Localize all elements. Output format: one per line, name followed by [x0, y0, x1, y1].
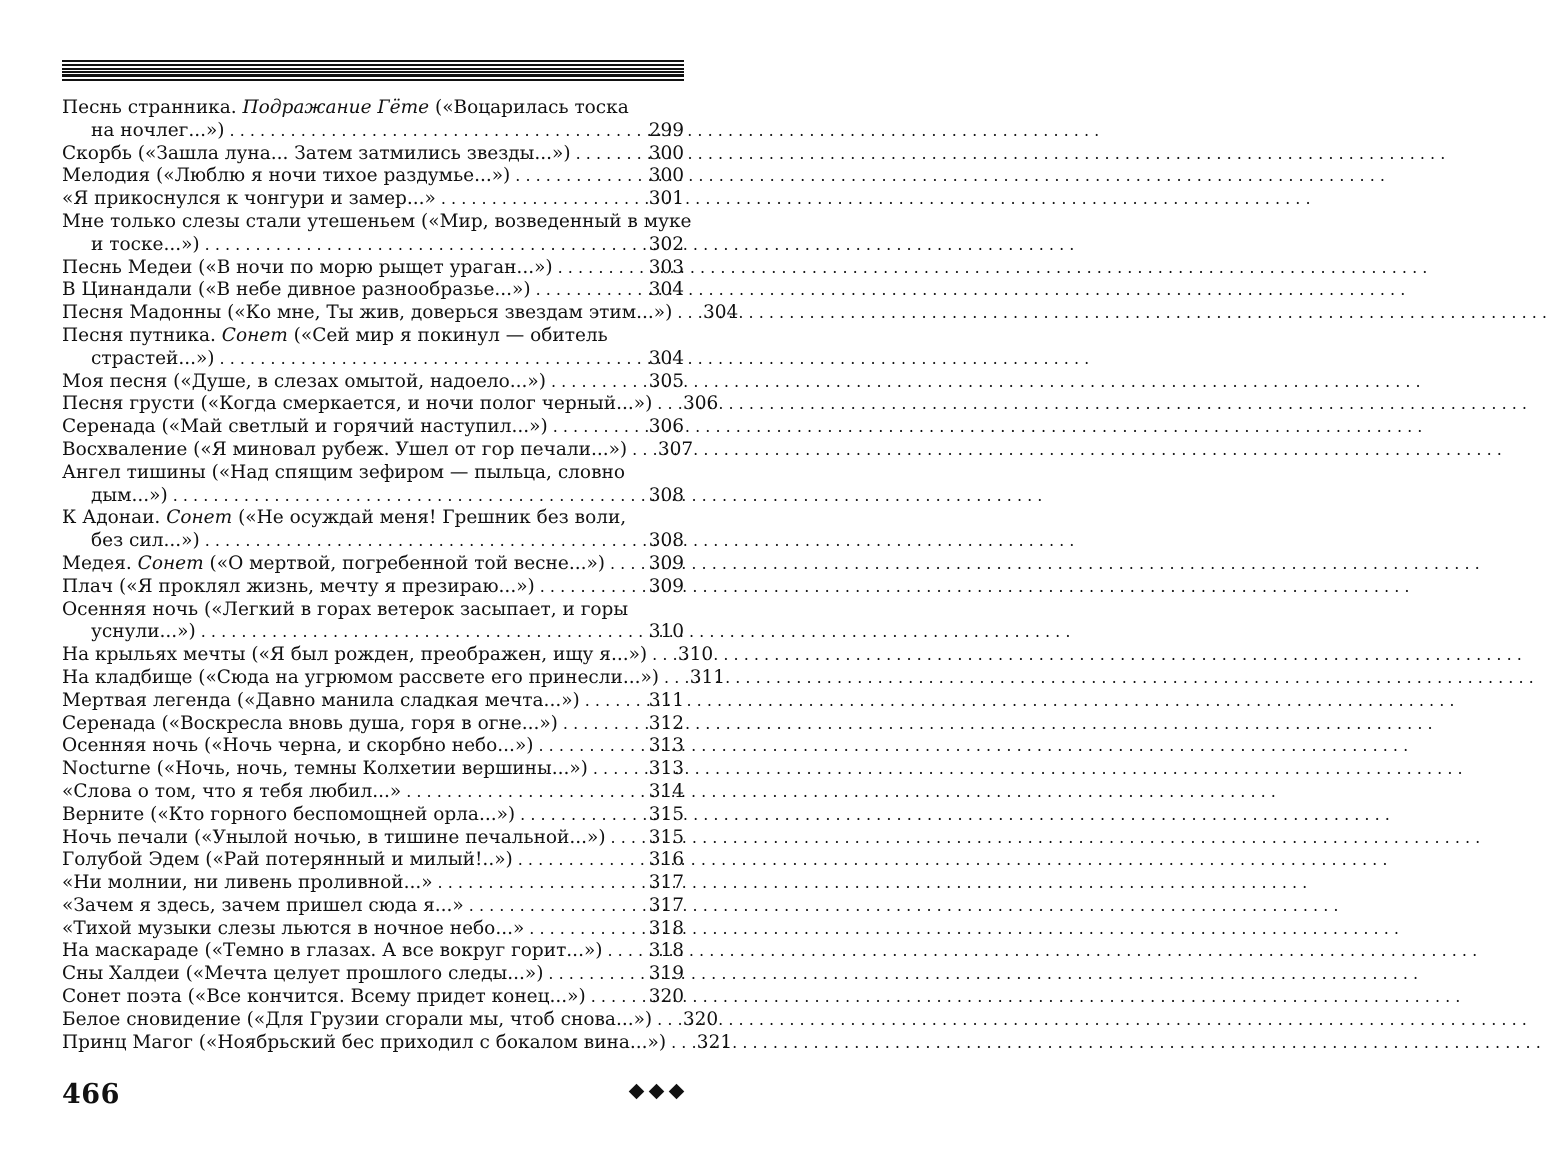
entry-page-number: 321: [696, 1031, 733, 1053]
dot-leader: [659, 667, 685, 690]
entry-page-number: 304: [648, 347, 684, 369]
entry-title: Песнь странника.: [62, 97, 243, 118]
entry-title-continuation: страстей...»): [91, 347, 215, 369]
entry-title: К Адонаи.: [62, 507, 167, 529]
entry-page-number: 308: [648, 484, 684, 506]
entry-title: Песня Мадонны («Ко мне, Ты жив, доверься звездам этим...»): [62, 302, 673, 324]
entry-title: Верните («Кто горного беспомощней орла...»): [62, 803, 516, 825]
toc-entry: [62, 1031, 733, 1055]
toc-entry: [62, 416, 684, 439]
entry-title: На крыльях мечты («Я был рожден, преображен, ищу я...»): [62, 644, 648, 666]
entry-page-number: 306: [682, 393, 719, 415]
entry-title: Сны Халдеи («Мечта целует прошлого следы...»): [62, 963, 544, 985]
entry-title-rest: («Сей мир я покинул — обитель: [287, 324, 608, 346]
entry-genre: Сонет: [221, 324, 288, 346]
entry-title: Голубой Эдем («Рай потерянный и милый!..»): [62, 849, 513, 871]
entry-genre: Подражание Гёте: [242, 97, 430, 118]
entry-title: Ночь печали («Унылой ночью, в тишине печальной...»): [62, 826, 606, 848]
entry-page-number: 313: [648, 758, 684, 780]
dot-leader: [605, 553, 644, 576]
entry-genre: Сонет: [137, 552, 204, 574]
entry-title: «Я прикоснулся к чонгури и замер...»: [62, 188, 436, 210]
dot-leader: [672, 302, 698, 325]
entry-page-number: 301: [648, 188, 684, 210]
entry-title: Принц Магог («Ноябрьский бес приходил с бокалом вина...»): [62, 1031, 667, 1053]
toc-entry: [62, 302, 739, 325]
entry-page-number: 305: [648, 370, 684, 392]
entry-genre: Сонет: [166, 507, 233, 529]
dot-leader: [571, 143, 644, 166]
dot-leader: [627, 439, 653, 462]
entry-title-continuation: без сил...»): [91, 530, 200, 552]
entry-page-number: 306: [648, 416, 684, 438]
dot-leader: [215, 348, 644, 371]
toc-entry: [62, 371, 684, 394]
entry-title-continuation: на ночлег...»): [91, 119, 225, 141]
toc-entry: [62, 644, 714, 667]
dot-leader: [580, 690, 644, 713]
entry-title: Мертвая легенда («Давно манила сладкая мечта...»): [62, 689, 580, 711]
entry-title: Восхваление («Я миновал рубеж. Ушел от гор печали...»): [62, 438, 628, 460]
entry-title: Моя песня («Душе, в слезах омытой, надоело...»): [62, 370, 546, 392]
entry-title: Сонет поэта («Все кончится. Всему придет конец...»): [62, 986, 586, 1008]
toc-entry: [62, 872, 684, 895]
toc-entry: [62, 97, 684, 143]
toc-entry: [62, 143, 684, 166]
entry-page-number: 303: [648, 256, 684, 278]
entry-title-rest: («Воцарилась тоска: [429, 97, 629, 118]
toc-entry: [62, 393, 719, 416]
entry-page-number: 313: [648, 735, 684, 757]
entry-page-number: 315: [648, 826, 684, 848]
toc-entry: [62, 210, 692, 257]
dot-leader: [515, 804, 644, 827]
toc-entry: [62, 666, 726, 690]
dot-leader: [647, 644, 673, 667]
dot-leader: [225, 120, 644, 143]
dot-leader: [535, 576, 644, 599]
entry-page-number: 311: [689, 666, 726, 688]
entry-page-number: 300: [648, 165, 684, 187]
toc-entry: [62, 257, 684, 280]
entry-page-number: 308: [648, 530, 684, 552]
entry-title-continuation: дым...»): [91, 484, 168, 506]
dot-leader: [531, 279, 644, 302]
dot-leader: [524, 918, 644, 941]
toc-entry: [62, 690, 684, 713]
toc-entry: [62, 827, 684, 850]
toc-entry: [62, 1008, 719, 1032]
entry-page-number: 304: [703, 302, 739, 324]
entry-title: На маскараде («Темно в глазах. А все вокруг горит...»): [62, 940, 603, 962]
dot-leader: [553, 257, 644, 280]
entry-page-number: 307: [657, 438, 694, 460]
entry-title: Песня путника.: [62, 324, 222, 346]
entry-title-rest: («О мертвой, погребенной той весне...»): [203, 552, 605, 574]
dot-leader: [200, 234, 644, 257]
three-diamonds-icon: [629, 1086, 684, 1097]
dot-leader: [510, 165, 644, 188]
toc-entry: [62, 963, 684, 986]
dot-leader: [513, 849, 644, 872]
entry-title: Песня грусти («Когда смеркается, и ночи полог черный...»): [62, 393, 653, 415]
entry-title: Ангел тишины («Над спящим зефиром — пыльца, словно: [62, 461, 625, 483]
entry-page-number: 315: [648, 803, 684, 825]
entry-page-number: 319: [648, 963, 684, 985]
toc-entry: [62, 713, 684, 736]
toc-entry: [62, 507, 684, 553]
entry-title: На кладбище («Сюда на угрюмом рассвете его принесли...»): [62, 666, 660, 688]
entry-page-number: 314: [648, 780, 684, 802]
entry-title: Мелодия («Люблю я ночи тихое раздумье...»): [62, 165, 511, 187]
entry-page-number: 318: [648, 940, 684, 962]
dot-leader: [546, 371, 644, 394]
entry-title: Серенада («Воскресла вновь душа, горя в огне...»): [62, 712, 558, 734]
toc-entry: [62, 188, 684, 211]
dot-leader: [602, 940, 644, 963]
dot-leader: [548, 416, 644, 439]
toc-entry: [62, 325, 684, 371]
dot-leader: [433, 872, 644, 895]
toc-entry: [62, 462, 684, 508]
entry-page-number: 317: [648, 872, 684, 894]
header-rules: [62, 60, 684, 82]
page-footer: [62, 1079, 684, 1115]
entry-title: Скорбь («Зашла луна... Затем затмились звезды...»): [62, 142, 571, 164]
entry-page-number: 316: [648, 849, 684, 871]
entry-page-number: 320: [648, 986, 684, 1008]
entry-page-number: 309: [648, 575, 684, 597]
dot-leader: [652, 393, 678, 416]
dot-leader: [666, 1032, 692, 1055]
toc-entry: [62, 599, 684, 645]
dot-leader: [588, 758, 644, 781]
entry-title: Осенняя ночь («Ночь черна, и скорбно небо...»): [62, 735, 534, 757]
dot-leader: [436, 188, 644, 211]
entry-title: Nocturne («Ночь, ночь, темны Колхетии вершины...»): [62, 758, 588, 780]
dot-leader: [558, 713, 644, 736]
dot-leader: [168, 485, 644, 508]
table-of-contents: [62, 97, 739, 1054]
toc-entry: [62, 553, 684, 576]
dot-leader: [652, 1009, 678, 1032]
dot-leader: [586, 986, 644, 1009]
entry-title: «Ни молнии, ни ливень проливной...»: [62, 872, 433, 894]
dot-leader: [606, 827, 644, 850]
entry-title-continuation: уснули...»): [91, 621, 196, 643]
toc-entry: [62, 735, 684, 758]
entry-page-number: 302: [648, 233, 684, 255]
entry-title-continuation: и тоске...»): [91, 233, 200, 255]
entry-page-number: 310: [648, 621, 684, 643]
toc-entry: [62, 781, 684, 804]
dot-leader: [543, 963, 644, 986]
entry-page-number: 311: [648, 689, 684, 711]
entry-page-number: 310: [677, 644, 714, 666]
entry-title: Песнь Медеи («В ночи по морю рыщет ураган...»): [62, 256, 553, 278]
toc-entry: [62, 804, 684, 827]
toc-entry: [62, 849, 684, 872]
entry-page-number: 309: [648, 552, 684, 574]
entry-page-number: 317: [648, 894, 684, 916]
toc-entry: [62, 438, 694, 462]
toc-entry: [62, 758, 684, 781]
entry-title: Серенада («Май светлый и горячий наступил...»): [62, 416, 548, 438]
dot-leader: [401, 781, 644, 804]
page-number: 466: [62, 1079, 120, 1110]
entry-page-number: 318: [648, 917, 684, 939]
entry-page-number: 312: [648, 712, 684, 734]
dot-leader: [196, 621, 644, 644]
entry-page-number: 304: [648, 279, 684, 301]
entry-page-number: 300: [648, 142, 684, 164]
entry-title: В Цинандали («В небе дивное разнообразье...»): [62, 279, 531, 301]
toc-entry: [62, 895, 684, 918]
entry-title: Белое сновидение («Для Грузии сгорали мы, чтоб снова...»): [62, 1008, 653, 1030]
entry-title: Плач («Я проклял жизнь, мечту я презираю...»): [62, 575, 535, 597]
entry-page-number: 320: [682, 1008, 719, 1030]
dot-leader: [464, 895, 644, 918]
toc-entry: [62, 165, 684, 188]
entry-title: Медея.: [62, 552, 138, 574]
entry-title: Мне только слезы стали утешеньем («Мир, возведенный в муке: [62, 210, 692, 232]
entry-title-rest: («Не осуждай меня! Грешник без воли,: [232, 507, 627, 529]
entry-title: «Тихой музыки слезы льются в ночное небо...»: [62, 917, 525, 939]
entry-page-number: 299: [648, 119, 684, 141]
toc-entry: [62, 918, 684, 941]
toc-entry: [62, 279, 684, 302]
toc-entry: [62, 576, 684, 599]
entry-title: Осенняя ночь («Легкий в горах ветерок засыпает, и горы: [62, 598, 629, 620]
toc-entry: [62, 986, 684, 1009]
dot-leader: [533, 735, 644, 758]
entry-title: «Слова о том, что я тебя любил...»: [62, 780, 402, 802]
dot-leader: [200, 530, 644, 553]
entry-title: «Зачем я здесь, зачем пришел сюда я...»: [62, 894, 464, 916]
toc-entry: [62, 940, 684, 963]
